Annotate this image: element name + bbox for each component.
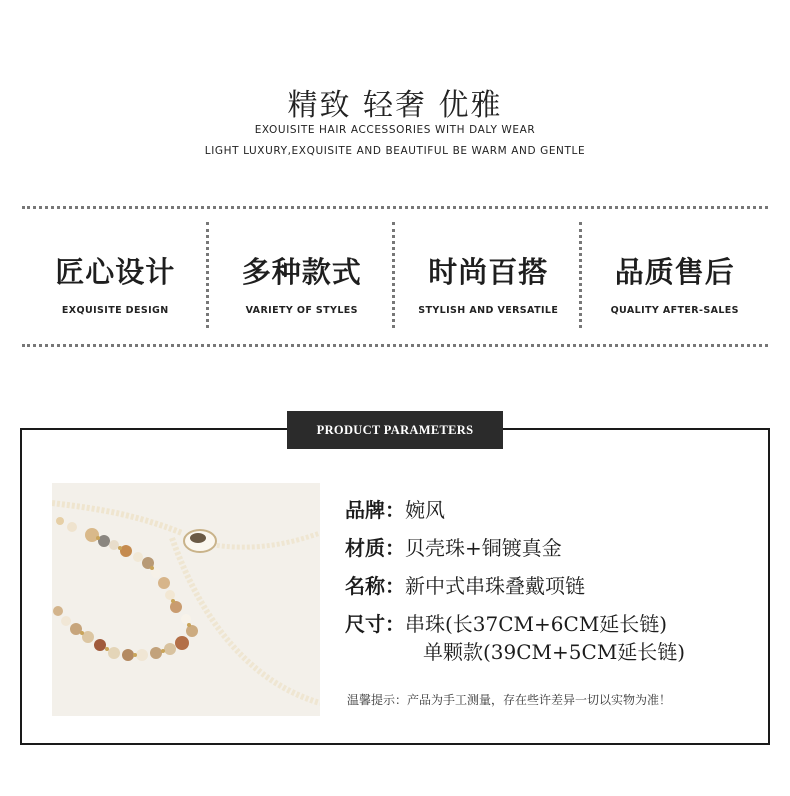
param-label: 品牌： — [345, 498, 405, 522]
feature-subtitle: QUALITY AFTER-SALES — [610, 305, 739, 316]
param-material — [345, 535, 685, 561]
feature-subtitle: VARIETY OF STYLES — [245, 305, 358, 316]
feature-subtitle: STYLISH AND VERSATILE — [418, 305, 559, 316]
param-value: 新中式串珠叠戴项链 — [405, 574, 585, 598]
feature-after-sales — [582, 218, 769, 338]
param-value: 串珠(长37CM+6CM延长链) — [405, 612, 668, 636]
param-size — [345, 611, 685, 637]
feature-styles — [209, 218, 396, 338]
param-label: 尺寸： — [345, 612, 405, 636]
param-size-line-2: 单颗款(39CM+5CM延长链) — [423, 640, 686, 664]
feature-title: 品质售后 — [614, 255, 735, 289]
param-brand — [345, 497, 685, 523]
parameters-tab: PRODUCT PARAMETERS — [287, 411, 503, 449]
feature-subtitle: EXQUISITE DESIGN — [61, 305, 169, 316]
subtitle-line-2: LIGHT LUXURY,EXQUISITE AND BEAUTIFUL BE WARM AND GENTLE — [204, 145, 586, 157]
param-label: 材质： — [345, 536, 405, 560]
divider-bottom — [22, 344, 768, 347]
feature-title: 匠心设计 — [55, 255, 176, 289]
necklace-photo — [52, 483, 320, 716]
page-title: 精致 轻奢 优雅 — [287, 88, 503, 123]
feature-design — [22, 218, 209, 338]
parameter-list — [345, 497, 685, 677]
measurement-note: 温馨提示：产品为手工测量，存在些许差异一切以实物为准！ — [347, 693, 672, 707]
divider-top — [22, 206, 768, 209]
subtitle-line-1: EXOUISITE HAIR ACCESSORIES WITH DALY WEAR — [254, 124, 536, 136]
param-name — [345, 573, 685, 599]
feature-title: 时尚百搭 — [428, 255, 549, 289]
features-row — [22, 218, 768, 338]
param-value: 贝壳珠+铜镀真金 — [405, 536, 562, 560]
param-value: 婉风 — [405, 498, 445, 522]
feature-title: 多种款式 — [241, 255, 362, 289]
param-label: 名称： — [345, 574, 405, 598]
necklace-image — [52, 483, 320, 716]
feature-versatile — [395, 218, 582, 338]
